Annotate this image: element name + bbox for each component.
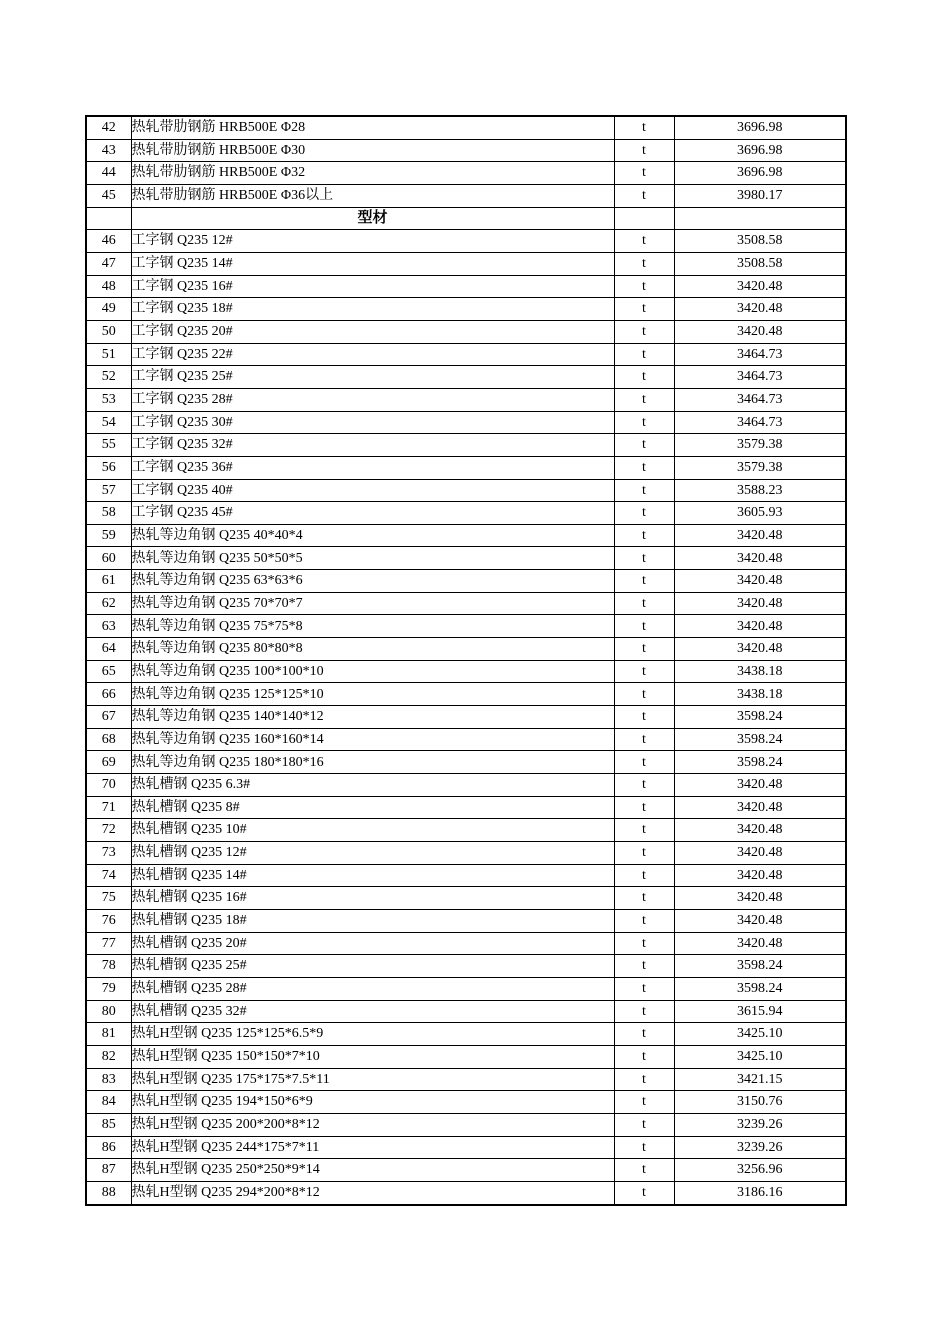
table-row [86, 434, 846, 457]
unit-cell: t [614, 479, 674, 502]
unit-cell: t [614, 570, 674, 593]
unit-cell: t [614, 275, 674, 298]
price-cell: 3420.48 [674, 774, 846, 797]
unit-cell: t [614, 388, 674, 411]
price-cell: 3464.73 [674, 366, 846, 389]
table-row [86, 343, 846, 366]
price-cell: 3508.58 [674, 252, 846, 275]
table-row [86, 570, 846, 593]
price-cell: 3420.48 [674, 864, 846, 887]
unit-cell: t [614, 660, 674, 683]
price-cell: 3696.98 [674, 139, 846, 162]
materials-price-table [85, 115, 847, 1206]
table-row [86, 456, 846, 479]
unit-cell: t [614, 774, 674, 797]
section-header-row [86, 207, 846, 230]
row-number-cell: 80 [86, 1000, 131, 1023]
row-number-cell: 78 [86, 955, 131, 978]
material-desc-cell: 热轧H型钢 Q235 175*175*7.5*11 [131, 1068, 614, 1091]
unit-cell: t [614, 524, 674, 547]
price-cell: 3425.10 [674, 1045, 846, 1068]
material-desc-cell: 工字钢 Q235 14# [131, 252, 614, 275]
material-desc-cell: 热轧等边角钢 Q235 70*70*7 [131, 592, 614, 615]
material-desc-cell: 热轧带肋钢筋 HRB500E Φ30 [131, 139, 614, 162]
table-row [86, 706, 846, 729]
price-cell: 3420.48 [674, 909, 846, 932]
price-cell: 3588.23 [674, 479, 846, 502]
unit-cell: t [614, 1113, 674, 1136]
table-row [86, 411, 846, 434]
material-desc-cell: 工字钢 Q235 28# [131, 388, 614, 411]
row-number-cell: 77 [86, 932, 131, 955]
material-desc-cell: 热轧带肋钢筋 HRB500E Φ32 [131, 162, 614, 185]
material-desc-cell: 热轧等边角钢 Q235 50*50*5 [131, 547, 614, 570]
unit-cell: t [614, 1000, 674, 1023]
price-cell: 3420.48 [674, 842, 846, 865]
unit-cell: t [614, 796, 674, 819]
table-row [86, 977, 846, 1000]
row-number-cell: 58 [86, 502, 131, 525]
material-desc-cell: 热轧等边角钢 Q235 63*63*6 [131, 570, 614, 593]
row-number-cell: 82 [86, 1045, 131, 1068]
material-desc-cell: 工字钢 Q235 30# [131, 411, 614, 434]
unit-cell: t [614, 162, 674, 185]
row-number-cell: 59 [86, 524, 131, 547]
table-row [86, 1091, 846, 1114]
price-cell: 3420.48 [674, 298, 846, 321]
table-row [86, 796, 846, 819]
price-cell: 3420.48 [674, 547, 846, 570]
row-number-cell: 42 [86, 116, 131, 139]
row-number-cell: 43 [86, 139, 131, 162]
price-cell: 3420.48 [674, 592, 846, 615]
unit-cell: t [614, 343, 674, 366]
unit-cell: t [614, 977, 674, 1000]
price-cell: 3438.18 [674, 660, 846, 683]
material-desc-cell: 热轧槽钢 Q235 12# [131, 842, 614, 865]
material-desc-cell: 热轧等边角钢 Q235 80*80*8 [131, 638, 614, 661]
row-number-cell: 62 [86, 592, 131, 615]
table-row [86, 887, 846, 910]
row-number-cell: 81 [86, 1023, 131, 1046]
row-number-cell: 79 [86, 977, 131, 1000]
row-number-cell: 66 [86, 683, 131, 706]
table-row [86, 162, 846, 185]
material-desc-cell: 热轧H型钢 Q235 125*125*6.5*9 [131, 1023, 614, 1046]
row-number-cell: 83 [86, 1068, 131, 1091]
unit-cell: t [614, 547, 674, 570]
row-number-cell: 67 [86, 706, 131, 729]
material-desc-cell: 工字钢 Q235 36# [131, 456, 614, 479]
material-desc-cell: 热轧槽钢 Q235 32# [131, 1000, 614, 1023]
row-number-cell: 86 [86, 1136, 131, 1159]
unit-cell: t [614, 728, 674, 751]
price-cell: 3421.15 [674, 1068, 846, 1091]
price-cell: 3425.10 [674, 1023, 846, 1046]
unit-cell: t [614, 116, 674, 139]
unit-cell: t [614, 955, 674, 978]
row-number-cell: 48 [86, 275, 131, 298]
table-row [86, 366, 846, 389]
row-number-cell: 56 [86, 456, 131, 479]
material-desc-cell: 热轧等边角钢 Q235 100*100*10 [131, 660, 614, 683]
table-row [86, 774, 846, 797]
row-number-cell: 65 [86, 660, 131, 683]
table-row [86, 932, 846, 955]
price-table-body [86, 116, 846, 1205]
price-cell: 3598.24 [674, 751, 846, 774]
material-desc-cell: 热轧槽钢 Q235 10# [131, 819, 614, 842]
material-desc-cell: 工字钢 Q235 40# [131, 479, 614, 502]
price-cell: 3420.48 [674, 932, 846, 955]
row-number-cell: 74 [86, 864, 131, 887]
row-number-cell: 46 [86, 230, 131, 253]
row-number-cell: 70 [86, 774, 131, 797]
unit-cell: t [614, 1181, 674, 1204]
table-row [86, 819, 846, 842]
material-desc-cell: 工字钢 Q235 16# [131, 275, 614, 298]
table-row [86, 1136, 846, 1159]
row-number-cell [86, 207, 131, 230]
price-cell: 3464.73 [674, 343, 846, 366]
table-row [86, 909, 846, 932]
price-cell: 3420.48 [674, 320, 846, 343]
price-cell: 3420.48 [674, 275, 846, 298]
unit-cell: t [614, 592, 674, 615]
price-cell: 3508.58 [674, 230, 846, 253]
row-number-cell: 47 [86, 252, 131, 275]
table-row [86, 388, 846, 411]
row-number-cell: 84 [86, 1091, 131, 1114]
price-cell: 3615.94 [674, 1000, 846, 1023]
row-number-cell: 57 [86, 479, 131, 502]
unit-cell: t [614, 1045, 674, 1068]
material-desc-cell: 热轧槽钢 Q235 28# [131, 977, 614, 1000]
material-desc-cell: 工字钢 Q235 45# [131, 502, 614, 525]
row-number-cell: 52 [86, 366, 131, 389]
table-row [86, 842, 846, 865]
price-cell: 3464.73 [674, 388, 846, 411]
row-number-cell: 71 [86, 796, 131, 819]
material-desc-cell: 热轧槽钢 Q235 14# [131, 864, 614, 887]
price-cell: 3980.17 [674, 184, 846, 207]
table-row [86, 252, 846, 275]
unit-cell: t [614, 1159, 674, 1182]
row-number-cell: 50 [86, 320, 131, 343]
row-number-cell: 63 [86, 615, 131, 638]
price-cell: 3696.98 [674, 116, 846, 139]
unit-cell: t [614, 887, 674, 910]
price-cell: 3150.76 [674, 1091, 846, 1114]
row-number-cell: 60 [86, 547, 131, 570]
table-row [86, 955, 846, 978]
material-desc-cell: 热轧等边角钢 Q235 160*160*14 [131, 728, 614, 751]
table-row [86, 502, 846, 525]
price-cell: 3598.24 [674, 955, 846, 978]
unit-cell: t [614, 1023, 674, 1046]
material-desc-cell: 热轧带肋钢筋 HRB500E Φ36以上 [131, 184, 614, 207]
material-desc-cell: 工字钢 Q235 22# [131, 343, 614, 366]
row-number-cell: 55 [86, 434, 131, 457]
table-row [86, 615, 846, 638]
unit-cell: t [614, 184, 674, 207]
price-cell: 3420.48 [674, 887, 846, 910]
unit-cell: t [614, 230, 674, 253]
material-desc-cell: 热轧H型钢 Q235 194*150*6*9 [131, 1091, 614, 1114]
material-desc-cell: 热轧H型钢 Q235 250*250*9*14 [131, 1159, 614, 1182]
table-row [86, 139, 846, 162]
price-cell: 3579.38 [674, 434, 846, 457]
price-cell: 3696.98 [674, 162, 846, 185]
row-number-cell: 51 [86, 343, 131, 366]
row-number-cell: 88 [86, 1181, 131, 1204]
unit-cell: t [614, 751, 674, 774]
material-desc-cell: 热轧槽钢 Q235 25# [131, 955, 614, 978]
table-row [86, 660, 846, 683]
unit-cell: t [614, 909, 674, 932]
table-row [86, 1045, 846, 1068]
table-row [86, 1068, 846, 1091]
table-row [86, 230, 846, 253]
row-number-cell: 68 [86, 728, 131, 751]
unit-cell: t [614, 706, 674, 729]
row-number-cell: 44 [86, 162, 131, 185]
table-row [86, 592, 846, 615]
material-desc-cell: 热轧H型钢 Q235 294*200*8*12 [131, 1181, 614, 1204]
row-number-cell: 45 [86, 184, 131, 207]
price-cell: 3598.24 [674, 706, 846, 729]
material-desc-cell: 热轧等边角钢 Q235 125*125*10 [131, 683, 614, 706]
material-desc-cell: 工字钢 Q235 25# [131, 366, 614, 389]
price-cell: 3420.48 [674, 524, 846, 547]
price-cell: 3605.93 [674, 502, 846, 525]
table-row [86, 275, 846, 298]
unit-cell: t [614, 411, 674, 434]
unit-cell [614, 207, 674, 230]
price-cell: 3598.24 [674, 977, 846, 1000]
material-desc-cell: 热轧槽钢 Q235 16# [131, 887, 614, 910]
material-desc-cell: 热轧H型钢 Q235 150*150*7*10 [131, 1045, 614, 1068]
unit-cell: t [614, 456, 674, 479]
material-desc-cell: 工字钢 Q235 12# [131, 230, 614, 253]
price-cell: 3256.96 [674, 1159, 846, 1182]
unit-cell: t [614, 298, 674, 321]
table-row [86, 864, 846, 887]
material-desc-cell: 热轧槽钢 Q235 20# [131, 932, 614, 955]
material-desc-cell: 热轧等边角钢 Q235 140*140*12 [131, 706, 614, 729]
price-cell: 3420.48 [674, 615, 846, 638]
material-desc-cell: 工字钢 Q235 18# [131, 298, 614, 321]
row-number-cell: 64 [86, 638, 131, 661]
material-desc-cell: 热轧等边角钢 Q235 75*75*8 [131, 615, 614, 638]
table-row [86, 320, 846, 343]
row-number-cell: 73 [86, 842, 131, 865]
unit-cell: t [614, 366, 674, 389]
table-row [86, 524, 846, 547]
unit-cell: t [614, 252, 674, 275]
unit-cell: t [614, 638, 674, 661]
row-number-cell: 53 [86, 388, 131, 411]
unit-cell: t [614, 320, 674, 343]
row-number-cell: 72 [86, 819, 131, 842]
material-desc-cell: 热轧等边角钢 Q235 180*180*16 [131, 751, 614, 774]
table-row [86, 1000, 846, 1023]
row-number-cell: 49 [86, 298, 131, 321]
unit-cell: t [614, 932, 674, 955]
price-cell: 3438.18 [674, 683, 846, 706]
material-desc-cell: 热轧带肋钢筋 HRB500E Φ28 [131, 116, 614, 139]
row-number-cell: 54 [86, 411, 131, 434]
material-desc-cell: 热轧槽钢 Q235 8# [131, 796, 614, 819]
row-number-cell: 76 [86, 909, 131, 932]
price-cell: 3420.48 [674, 638, 846, 661]
material-desc-cell: 热轧槽钢 Q235 18# [131, 909, 614, 932]
table-row [86, 298, 846, 321]
table-row [86, 1159, 846, 1182]
material-desc-cell: 工字钢 Q235 20# [131, 320, 614, 343]
unit-cell: t [614, 819, 674, 842]
table-row [86, 479, 846, 502]
table-row [86, 728, 846, 751]
unit-cell: t [614, 683, 674, 706]
table-row [86, 1181, 846, 1204]
section-label: 型材 [131, 207, 614, 230]
material-desc-cell: 工字钢 Q235 32# [131, 434, 614, 457]
price-cell: 3464.73 [674, 411, 846, 434]
material-desc-cell: 热轧H型钢 Q235 244*175*7*11 [131, 1136, 614, 1159]
table-row [86, 547, 846, 570]
unit-cell: t [614, 1068, 674, 1091]
table-row [86, 184, 846, 207]
table-row [86, 751, 846, 774]
unit-cell: t [614, 1091, 674, 1114]
table-row [86, 1113, 846, 1136]
unit-cell: t [614, 1136, 674, 1159]
unit-cell: t [614, 842, 674, 865]
unit-cell: t [614, 615, 674, 638]
price-cell: 3579.38 [674, 456, 846, 479]
price-cell [674, 207, 846, 230]
table-row [86, 1023, 846, 1046]
table-row [86, 683, 846, 706]
row-number-cell: 85 [86, 1113, 131, 1136]
price-cell: 3239.26 [674, 1136, 846, 1159]
row-number-cell: 87 [86, 1159, 131, 1182]
table-row [86, 116, 846, 139]
price-cell: 3420.48 [674, 570, 846, 593]
material-desc-cell: 热轧H型钢 Q235 200*200*8*12 [131, 1113, 614, 1136]
row-number-cell: 61 [86, 570, 131, 593]
material-desc-cell: 热轧等边角钢 Q235 40*40*4 [131, 524, 614, 547]
unit-cell: t [614, 864, 674, 887]
price-cell: 3420.48 [674, 819, 846, 842]
unit-cell: t [614, 434, 674, 457]
row-number-cell: 75 [86, 887, 131, 910]
unit-cell: t [614, 502, 674, 525]
price-cell: 3186.16 [674, 1181, 846, 1204]
row-number-cell: 69 [86, 751, 131, 774]
table-row [86, 638, 846, 661]
price-cell: 3598.24 [674, 728, 846, 751]
material-desc-cell: 热轧槽钢 Q235 6.3# [131, 774, 614, 797]
price-cell: 3239.26 [674, 1113, 846, 1136]
unit-cell: t [614, 139, 674, 162]
price-cell: 3420.48 [674, 796, 846, 819]
